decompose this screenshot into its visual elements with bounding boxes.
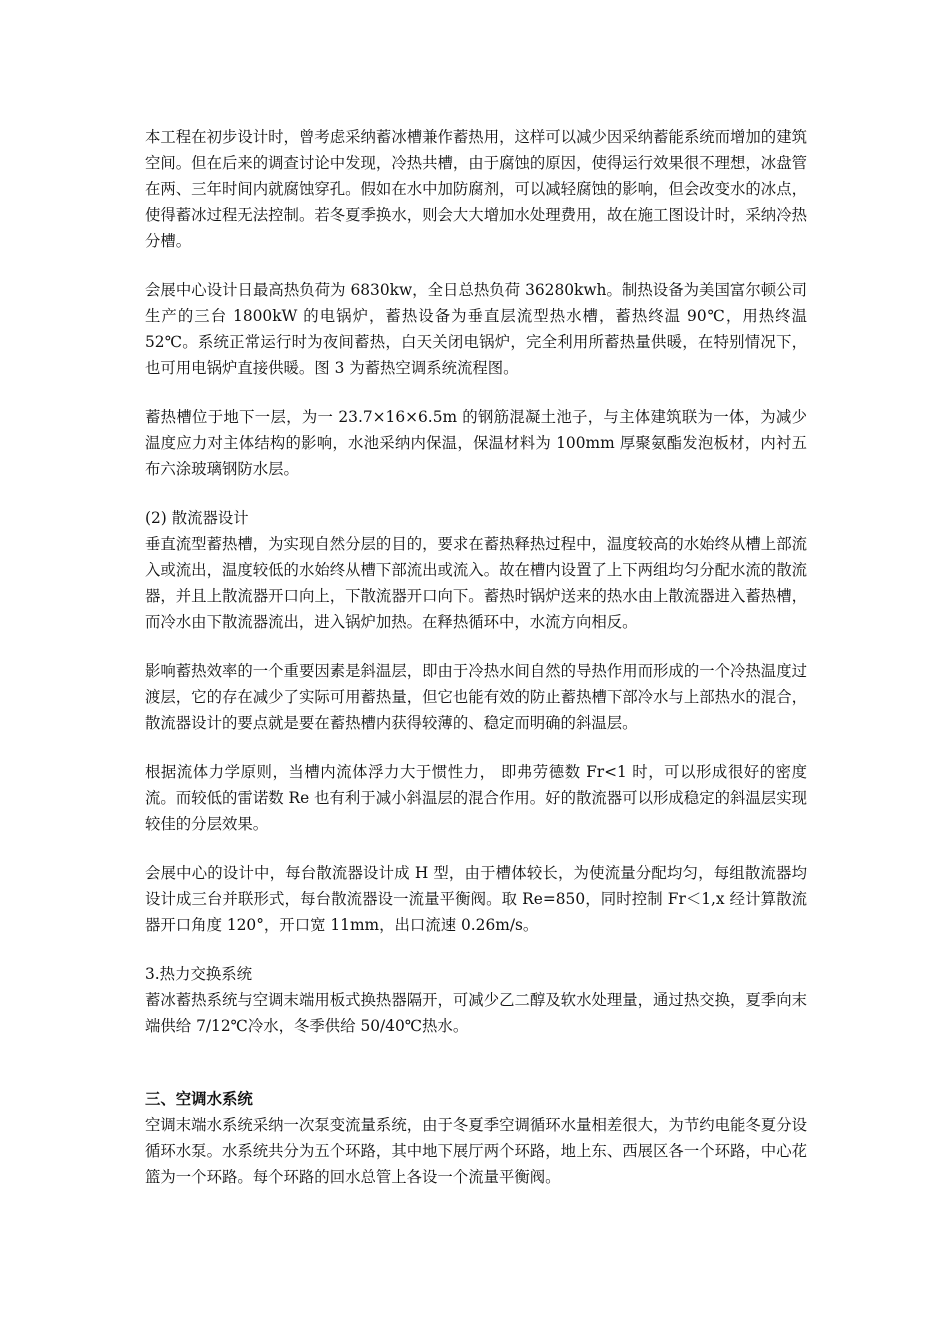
paragraph-thermocline: 影响蓄热效率的一个重要因素是斜温层，即由于冷热水间自然的导热作用而形成的一个冷热温度过渡层，它的存在减少了实际可用蓄热量，但它也能有效的防止蓄热槽下部冷水与上部热水的混合，散流器设计的要点就是要在蓄热槽内获得较薄的、稳定而明确的斜温层。 xyxy=(145,662,807,732)
document-body xyxy=(145,124,807,1213)
paragraph-storage-tank: 蓄热槽位于地下一层，为一 23.7×16×6.5m 的钢筋混凝土池子，与主体建筑联为一体，为减少温度应力对主体结构的影响，水池采纳内保温，保温材料为 100mm 厚聚氨酯发泡板材，内衬五布六涂玻璃钢防水层。 xyxy=(145,408,807,478)
paragraph-fluid-mechanics: 根据流体力学原则，当槽内流体浮力大于惯性力， 即弗劳德数 Fr<1 时，可以形成很好的密度流。而较低的雷诺数 Re 也有利于减小斜温层的混合作用。好的散流器可以形成稳定的斜温层实现较佳的分层效果。 xyxy=(145,763,807,833)
section-spacer xyxy=(145,1062,807,1086)
subheading-diffuser-design: (2) 散流器设计 xyxy=(145,509,249,527)
paragraph-ice-tank: 本工程在初步设计时，曾考虑采纳蓄冰槽兼作蓄热用，这样可以减少因采纳蓄能系统而增加的建筑空间。但在后来的调查讨论中发现，冷热共槽，由于腐蚀的原因，使得运行效果很不理想，冰盘管在两、三年时间内就腐蚀穿孔。假如在水中加防腐剂，可以减轻腐蚀的影响，但会改变水的冰点，使得蓄冰过程无法控制。若冬夏季换水，则会大大增加水处理费用，故在施工图设计时，采纳冷热分槽。 xyxy=(145,128,807,250)
paragraph-vertical-flow-tank: 垂直流型蓄热槽，为实现自然分层的目的，要求在蓄热释热过程中，温度较高的水始终从槽上部流入或流出，温度较低的水始终从槽下部流出或流入。故在槽内设置了上下两组均匀分配水流的散流器，并且上散流器开口向上，下散流器开口向下。蓄热时锅炉送来的热水由上散流器进入蓄热槽，而冷水由下散流器流出，进入锅炉加热。在释热循环中，水流方向相反。 xyxy=(145,535,807,631)
section-title-water-system: 三、空调水系统 xyxy=(145,1090,253,1108)
paragraph-heat-exchanger: 蓄冰蓄热系统与空调末端用板式换热器隔开，可减少乙二醇及软水处理量，通过热交换，夏季向末端供给 7/12℃冷水，冬季供给 50/40℃热水。 xyxy=(145,991,807,1035)
paragraph-h-diffuser: 会展中心的设计中，每台散流器设计成 H 型，由于槽体较长，为使流量分配均匀，每组散流器均设计成三台并联形式，每台散流器设一流量平衡阀。取 Re=850，同时控制 Fr＜1,x 经计算散流器开口角度 120°，开口宽 11mm，出口流速 0.26m/s。 xyxy=(145,864,807,934)
paragraph-water-system: 空调末端水系统采纳一次泵变流量系统，由于冬夏季空调循环水量相差很大，为节约电能冬夏分设循环水泵。水系统共分为五个环路，其中地下展厅两个环路，地上东、西展区各一个环路，中心花篮为一个环路。每个环路的回水总管上各设一个流量平衡阀。 xyxy=(145,1116,807,1186)
subheading-heat-exchange: 3.热力交换系统 xyxy=(145,965,253,983)
paragraph-heat-load: 会展中心设计日最高热负荷为 6830kw，全日总热负荷 36280kwh。制热设备为美国富尔顿公司生产的三台 1800kW 的电锅炉，蓄热设备为垂直层流型热水槽，蓄热终温 90℃，用热终温 52℃。系统正常运行时为夜间蓄热，白天关闭电锅炉，完全利用所蓄热量供暖，在特别情况下，也可用电锅炉直接供暖。图 3 为蓄热空调系统流程图。 xyxy=(145,281,807,377)
